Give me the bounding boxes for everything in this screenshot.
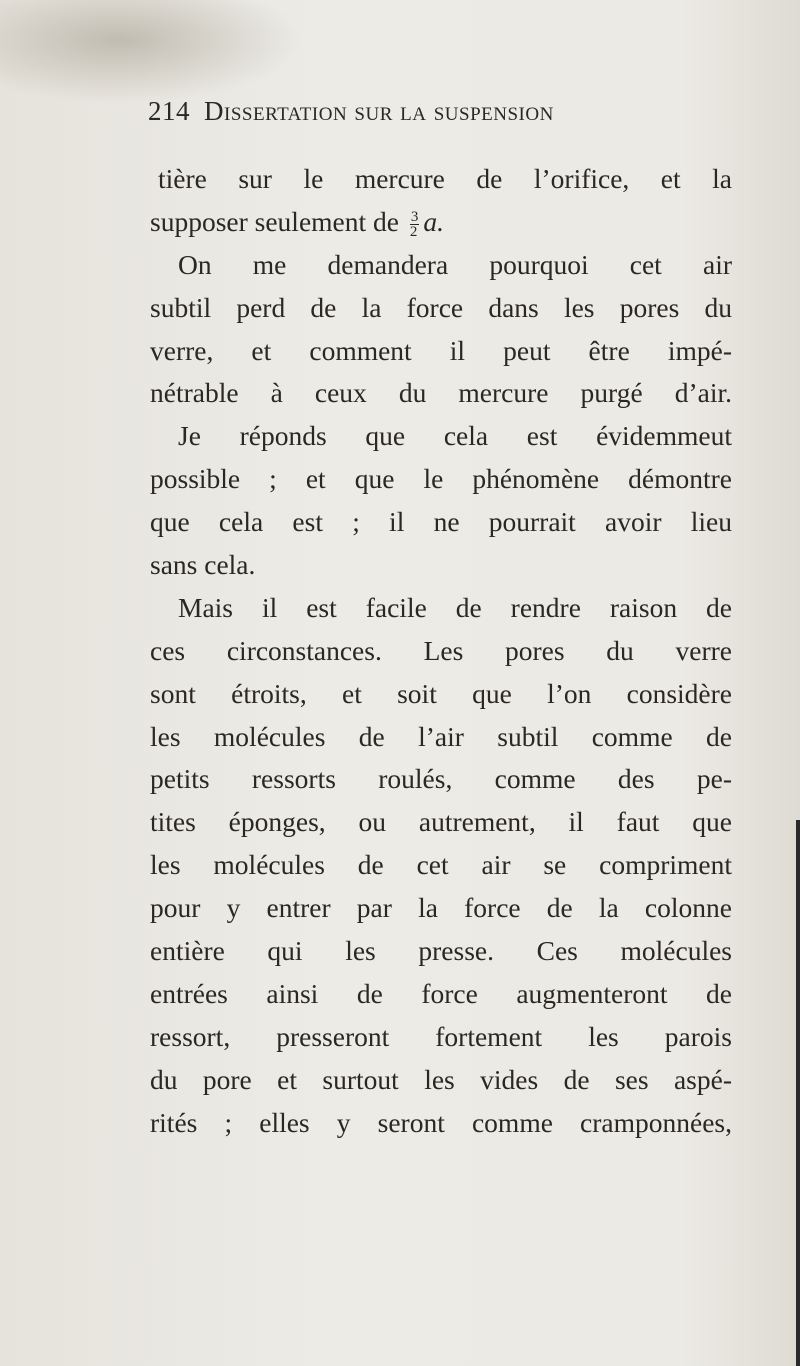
text-line: ressort, presseront fortement les parois [150,1020,732,1052]
fraction-denominator: 2 [409,224,418,241]
text-line: pour y entrer par la force de la colonne [150,892,732,924]
text-line: Mais il est facile de rendre raison de [178,591,732,623]
text-line: que cela est ; il ne pourrait avoir lieu [150,506,732,538]
text-line: tière sur le mercure de l’orifice, et la [158,163,732,194]
fraction [410,210,420,239]
text-line: les molécules de cet air se compriment [150,849,732,881]
page-edge-shadow [796,820,800,1366]
text-line: les molécules de l’air subtil comme de [150,720,732,752]
text-line: nétrable à ceux du mercure purgé d’air. [150,377,732,409]
text-line: ces circonstances. Les pores du verre [150,634,732,666]
text-line: du pore et surtout les vides de ses aspé- [150,1063,732,1095]
text-line: petits ressorts roulés, comme des pe- [150,763,732,795]
text-line: Je réponds que cela est évidemmeut [178,420,732,452]
text-line: sans cela. [150,549,256,581]
body-text [150,158,732,1144]
running-header [148,96,748,127]
text-line [150,201,732,244]
text-line: On me demandera pourquoi cet air [178,248,732,280]
text-line: sont étroits, et soit que l’on considère [150,677,732,709]
page-number: 214 [148,96,190,126]
text-line: tites éponges, ou autrement, il faut que [150,806,732,838]
text-line: verre, et comment il peut être impé- [150,334,732,366]
text-line: entrées ainsi de force augmenteront de [150,977,732,1009]
running-title: Dissertation sur la suspension [204,96,554,126]
text-line: entière qui les presse. Ces molécules [150,935,732,967]
text-line-end: a. [423,205,444,237]
fraction-numerator: 3 [410,209,419,226]
text-line: rités ; elles y seront comme cramponnées, [150,1106,732,1138]
text-line-start: supposer seulement de [150,205,406,237]
text-line: possible ; et que le phénomène démontre [150,463,732,495]
text-line: subtil perd de la force dans les pores du [150,291,732,323]
